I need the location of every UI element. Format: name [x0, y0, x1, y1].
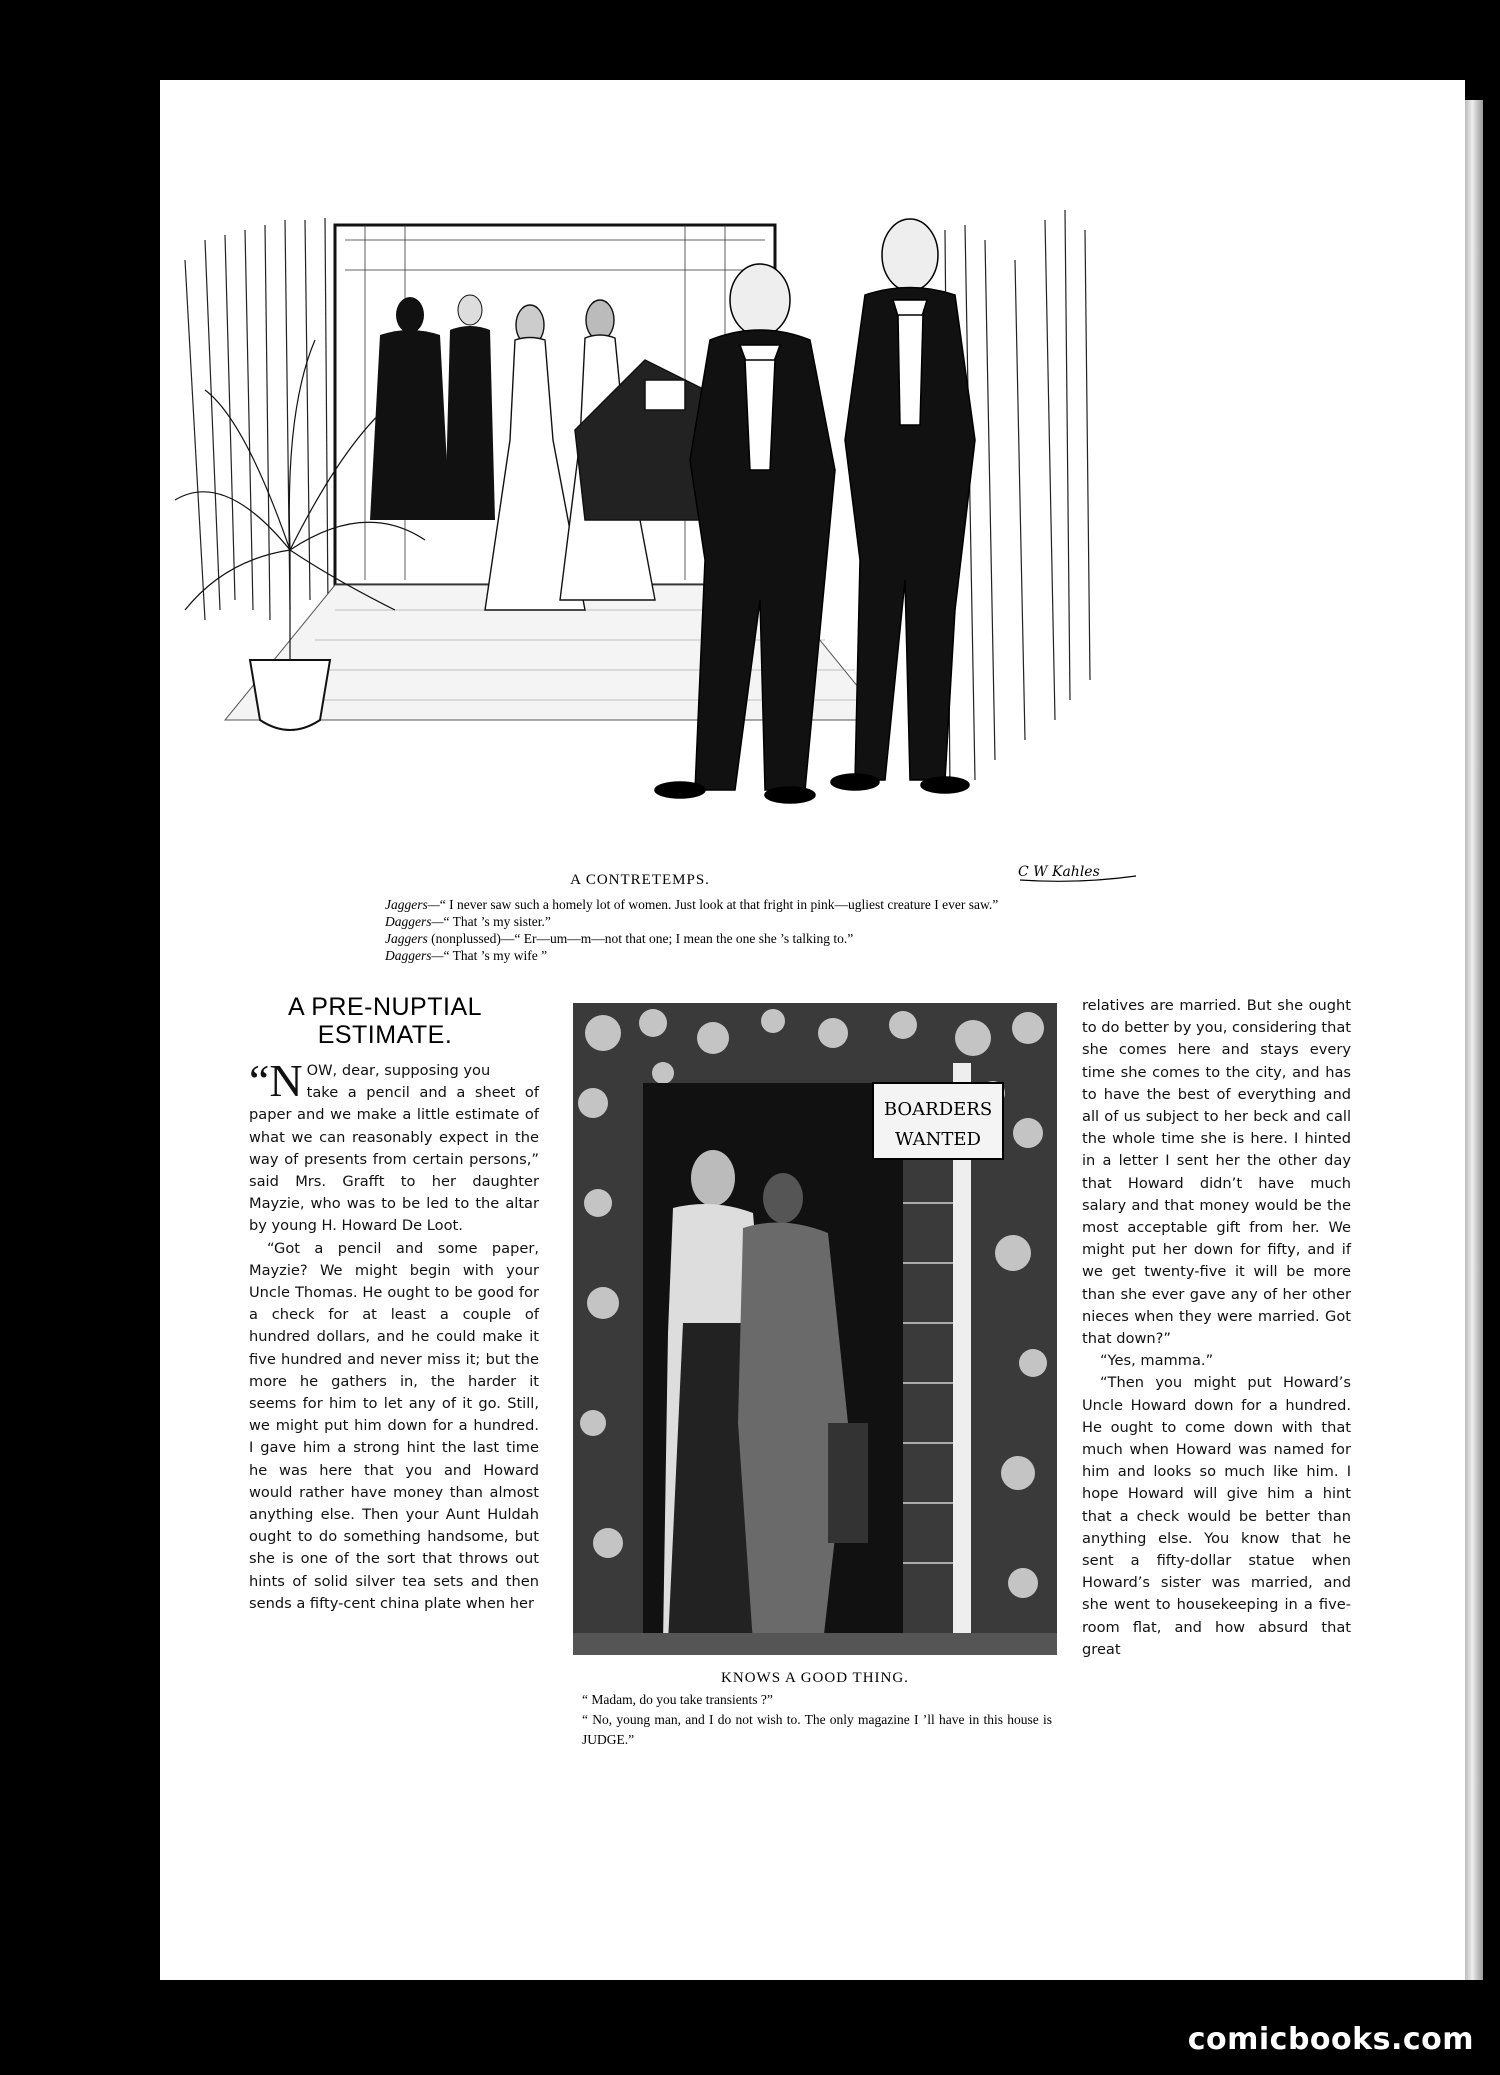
- contretemps-caption-title: A CONTRETEMPS.: [570, 872, 710, 888]
- article-paragraph: relatives are married. But she ought to do better by you, considering that she comes here and stays every time she comes to the city, and has to have the best of everything and all of us subject to her beck and call the whole time she is here. I hinted in a letter I sent her the other day that Howard didn’t have much salary and that money would be the most acceptable gift from her. We might put her down for fifty, and if we get twenty-five it will be more than she ever gave any of her other nieces when they were married. Got that down?”: [1082, 997, 1352, 1348]
- article-paragraph: [249, 1055, 539, 1238]
- caption-line: “ No, young man, and I do not wish to. The only magazine I ’ll have in this house is JUDGE.”: [582, 1712, 1052, 1747]
- article-paragraph: “Then you might put Howard’s Uncle Howard down for a hundred. He ought to come down with that much when Howard was named for him and looks so much like him. I hope Howard will give him a hint that a check would be better than anything else. You know that he sent a fifty-dollar statue when Howard’s sister was married, and she went to housekeeping in a five-room flat, and how absurd that great: [1082, 1374, 1351, 1658]
- sign-line-2: WANTED: [895, 1129, 981, 1150]
- article-column-right: [1082, 995, 1351, 1661]
- article-line: take a pencil and a sheet: [306, 1084, 516, 1102]
- article-paragraph: “Yes, mamma.”: [1100, 1352, 1214, 1370]
- article-title-line: ESTIMATE.: [317, 1021, 453, 1049]
- sign-line-1: BOARDERS: [883, 1099, 993, 1120]
- knows-good-thing-caption-title: KNOWS A GOOD THING.: [721, 1670, 909, 1686]
- article-line: OW, dear, supposing you: [306, 1062, 491, 1079]
- signature-text: C W Kahles: [1018, 864, 1100, 880]
- contretemps-dialog: [385, 896, 1105, 964]
- page-edge: [1465, 100, 1483, 1980]
- dialog-line: Daggers—“ That ’s my sister.”: [385, 914, 551, 929]
- article-title: [240, 993, 530, 1049]
- article-text: of paper and we make a little estimate of what we can reasonably expect in the way of presents from certain persons,” said Mrs. Grafft to her daughter Mayzie, who was to be led to the altar by young H. Howard De Loot.: [249, 1084, 539, 1235]
- contretemps-illustration: [165, 140, 1125, 860]
- article-paragraph: “Got a pencil and some paper, Mayzie? We might begin with your Uncle Thomas. He ought to be good for a check for at least a couple of hundred dollars, and he could make it five hundred and never miss it; but the more he gathers in, the harder it seems for him to let any of it go. Still, we might put him down for a hundred. I gave him a strong hint the last time he was here that you and Howard would rather have money than almost anything else. Then your Aunt Huldah ought to do something handsome, but she is one of the sort that throws out hints of solid silver tea sets and then sends a fifty-cent china plate when her: [249, 1239, 539, 1612]
- knows-good-thing-caption: [582, 1690, 1052, 1750]
- dialog-line: Jaggers (nonplussed)—“ Er—um—m—not that one; I mean the one she ’s talking to.”: [385, 931, 854, 946]
- article-column-left: [249, 1055, 539, 1615]
- dialog-line: Daggers—“ That ’s my wife ”: [385, 948, 548, 963]
- article-title-line: A PRE-NUPTIAL: [287, 993, 483, 1021]
- dialog-line: Jaggers—“ I never saw such a homely lot of women. Just look at that fright in pink—ugliest creature I ever saw.”: [385, 897, 999, 912]
- drop-cap: “N: [249, 1055, 303, 1106]
- caption-line: “ Madam, do you take transients ?”: [582, 1692, 773, 1707]
- boarders-wanted-illustration: [573, 1003, 1057, 1655]
- site-watermark: comicbooks.com: [1187, 2022, 1474, 2057]
